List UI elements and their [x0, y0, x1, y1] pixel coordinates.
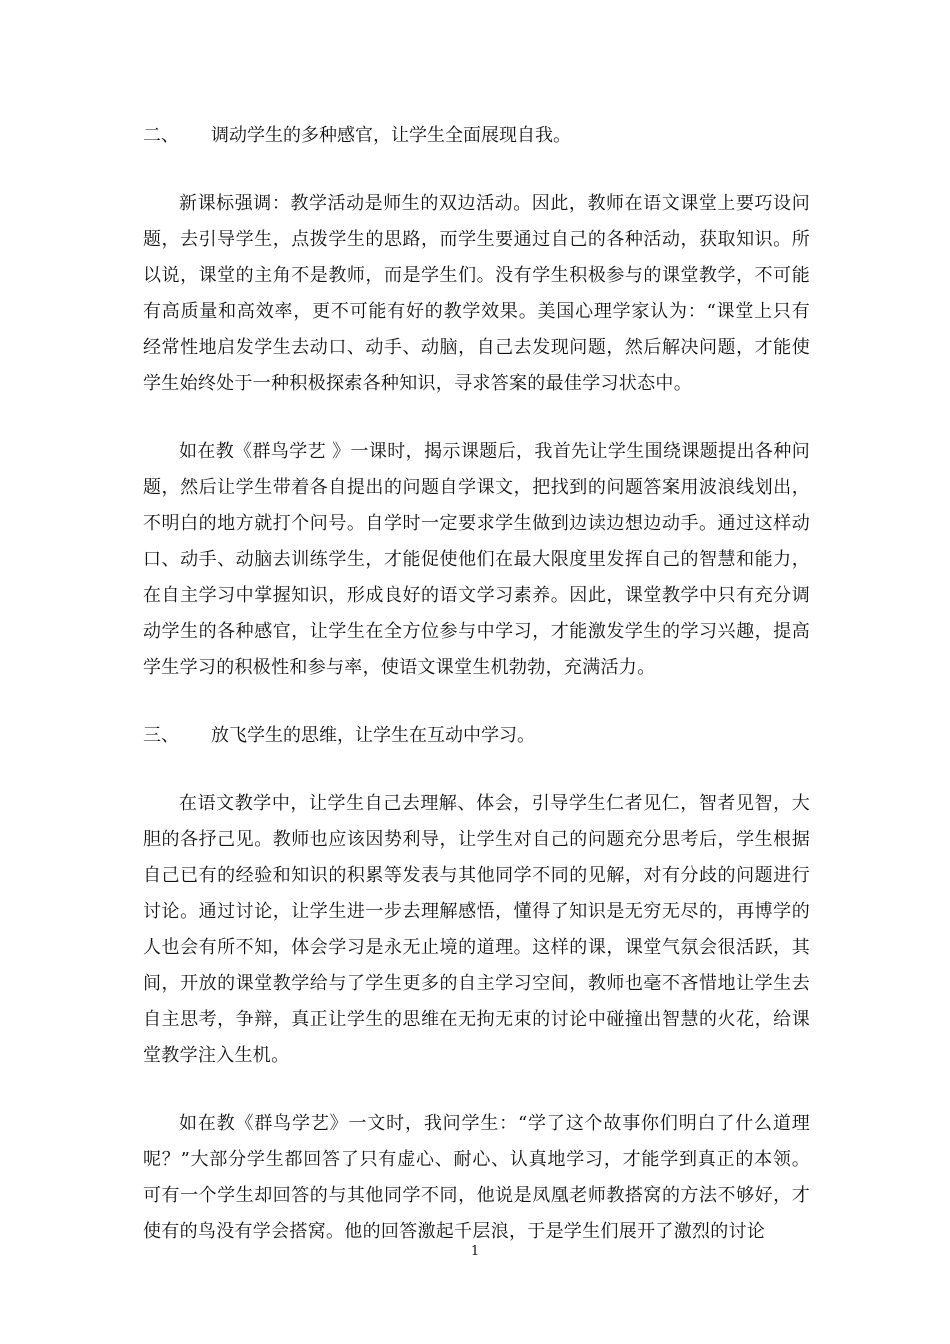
- section-heading-3: [143, 718, 810, 754]
- paragraph-3: 在语文教学中，让学生自己去理解、体会，引导学生仁者见仁，智者见智，大胆的各抒己见。教师也应该因势利导，让学生对自己的问题充分思考后，学生根据自己已有的经验和知识的积累等发表与其他同学不同的见解，对有分歧的问题进行讨论。通过讨论，让学生进一步去理解感悟，懂得了知识是无穷无尽的，再博学的人也会有所不知，体会学习是永无止境的道理。这样的课，课堂气氛会很活跃，其间，开放的课堂教学给与了学生更多的自主学习空间，教师也毫不吝惜地让学生去自主思考，争辩，真正让学生的思维在无拘无束的讨论中碰撞出智慧的火花，给课堂教学注入生机。: [143, 793, 810, 1066]
- paragraph-2: 如在教《群鸟学艺 》一课时，揭示课题后，我首先让学生围绕课题提出各种问题，然后让学生带着各自提出的问题自学课文，把找到的问题答案用波浪线划出，不明白的地方就打个问号。自学时一定要求学生做到边读边想边动手。通过这样动口、动手、动脑去训练学生，才能促使他们在最大限度里发挥自己的智慧和能力，在自主学习中掌握知识，形成良好的语文学习素养。因此，课堂教学中只有充分调动学生的各种感官，让学生在全方位参与中学习，才能激发学生的学习兴趣，提高学生学习的积极性和参与率，使语文课堂生机勃勃，充满活力。: [143, 441, 810, 678]
- page-number: 1: [470, 1244, 480, 1259]
- paragraph-4: 如在教《群鸟学艺》一文时，我问学生：“学了这个故事你们明白了什么道理呢？”大部分学生都回答了只有虚心、耐心、认真地学习，才能学到真正的本领。可有一个学生却回答的与其他同学不同，他说是凤凰老师教搭窝的方法不够好，才使有的鸟没有学会搭窝。他的回答激起千层浪，于是学生们展开了激烈的讨论: [143, 1113, 810, 1242]
- section-heading-2: [143, 118, 810, 154]
- section-title: 放飞学生的思维，让学生在互动中学习。: [211, 725, 535, 746]
- section-number: 三、: [143, 725, 179, 746]
- section-title: 调动学生的多种感官，让学生全面展现自我。: [211, 125, 571, 146]
- paragraph-1: 新课标强调：教学活动是师生的双边活动。因此，教师在语文课堂上要巧设问题，去引导学生，点拨学生的思路，而学生要通过自己的各种活动，获取知识。所以说，课堂的主角不是教师，而是学生们。没有学生积极参与的课堂教学，不可能有高质量和高效率，更不可能有好的教学效果。美国心理学家认为：“课堂上只有经常性地启发学生去动口、动手、动脑，自己去发现问题，然后解决问题，才能使学生始终处于一种积极探索各种知识，寻求答案的最佳学习状态中。: [143, 193, 810, 394]
- section-number: 二、: [143, 125, 179, 146]
- document-body: [143, 118, 810, 1250]
